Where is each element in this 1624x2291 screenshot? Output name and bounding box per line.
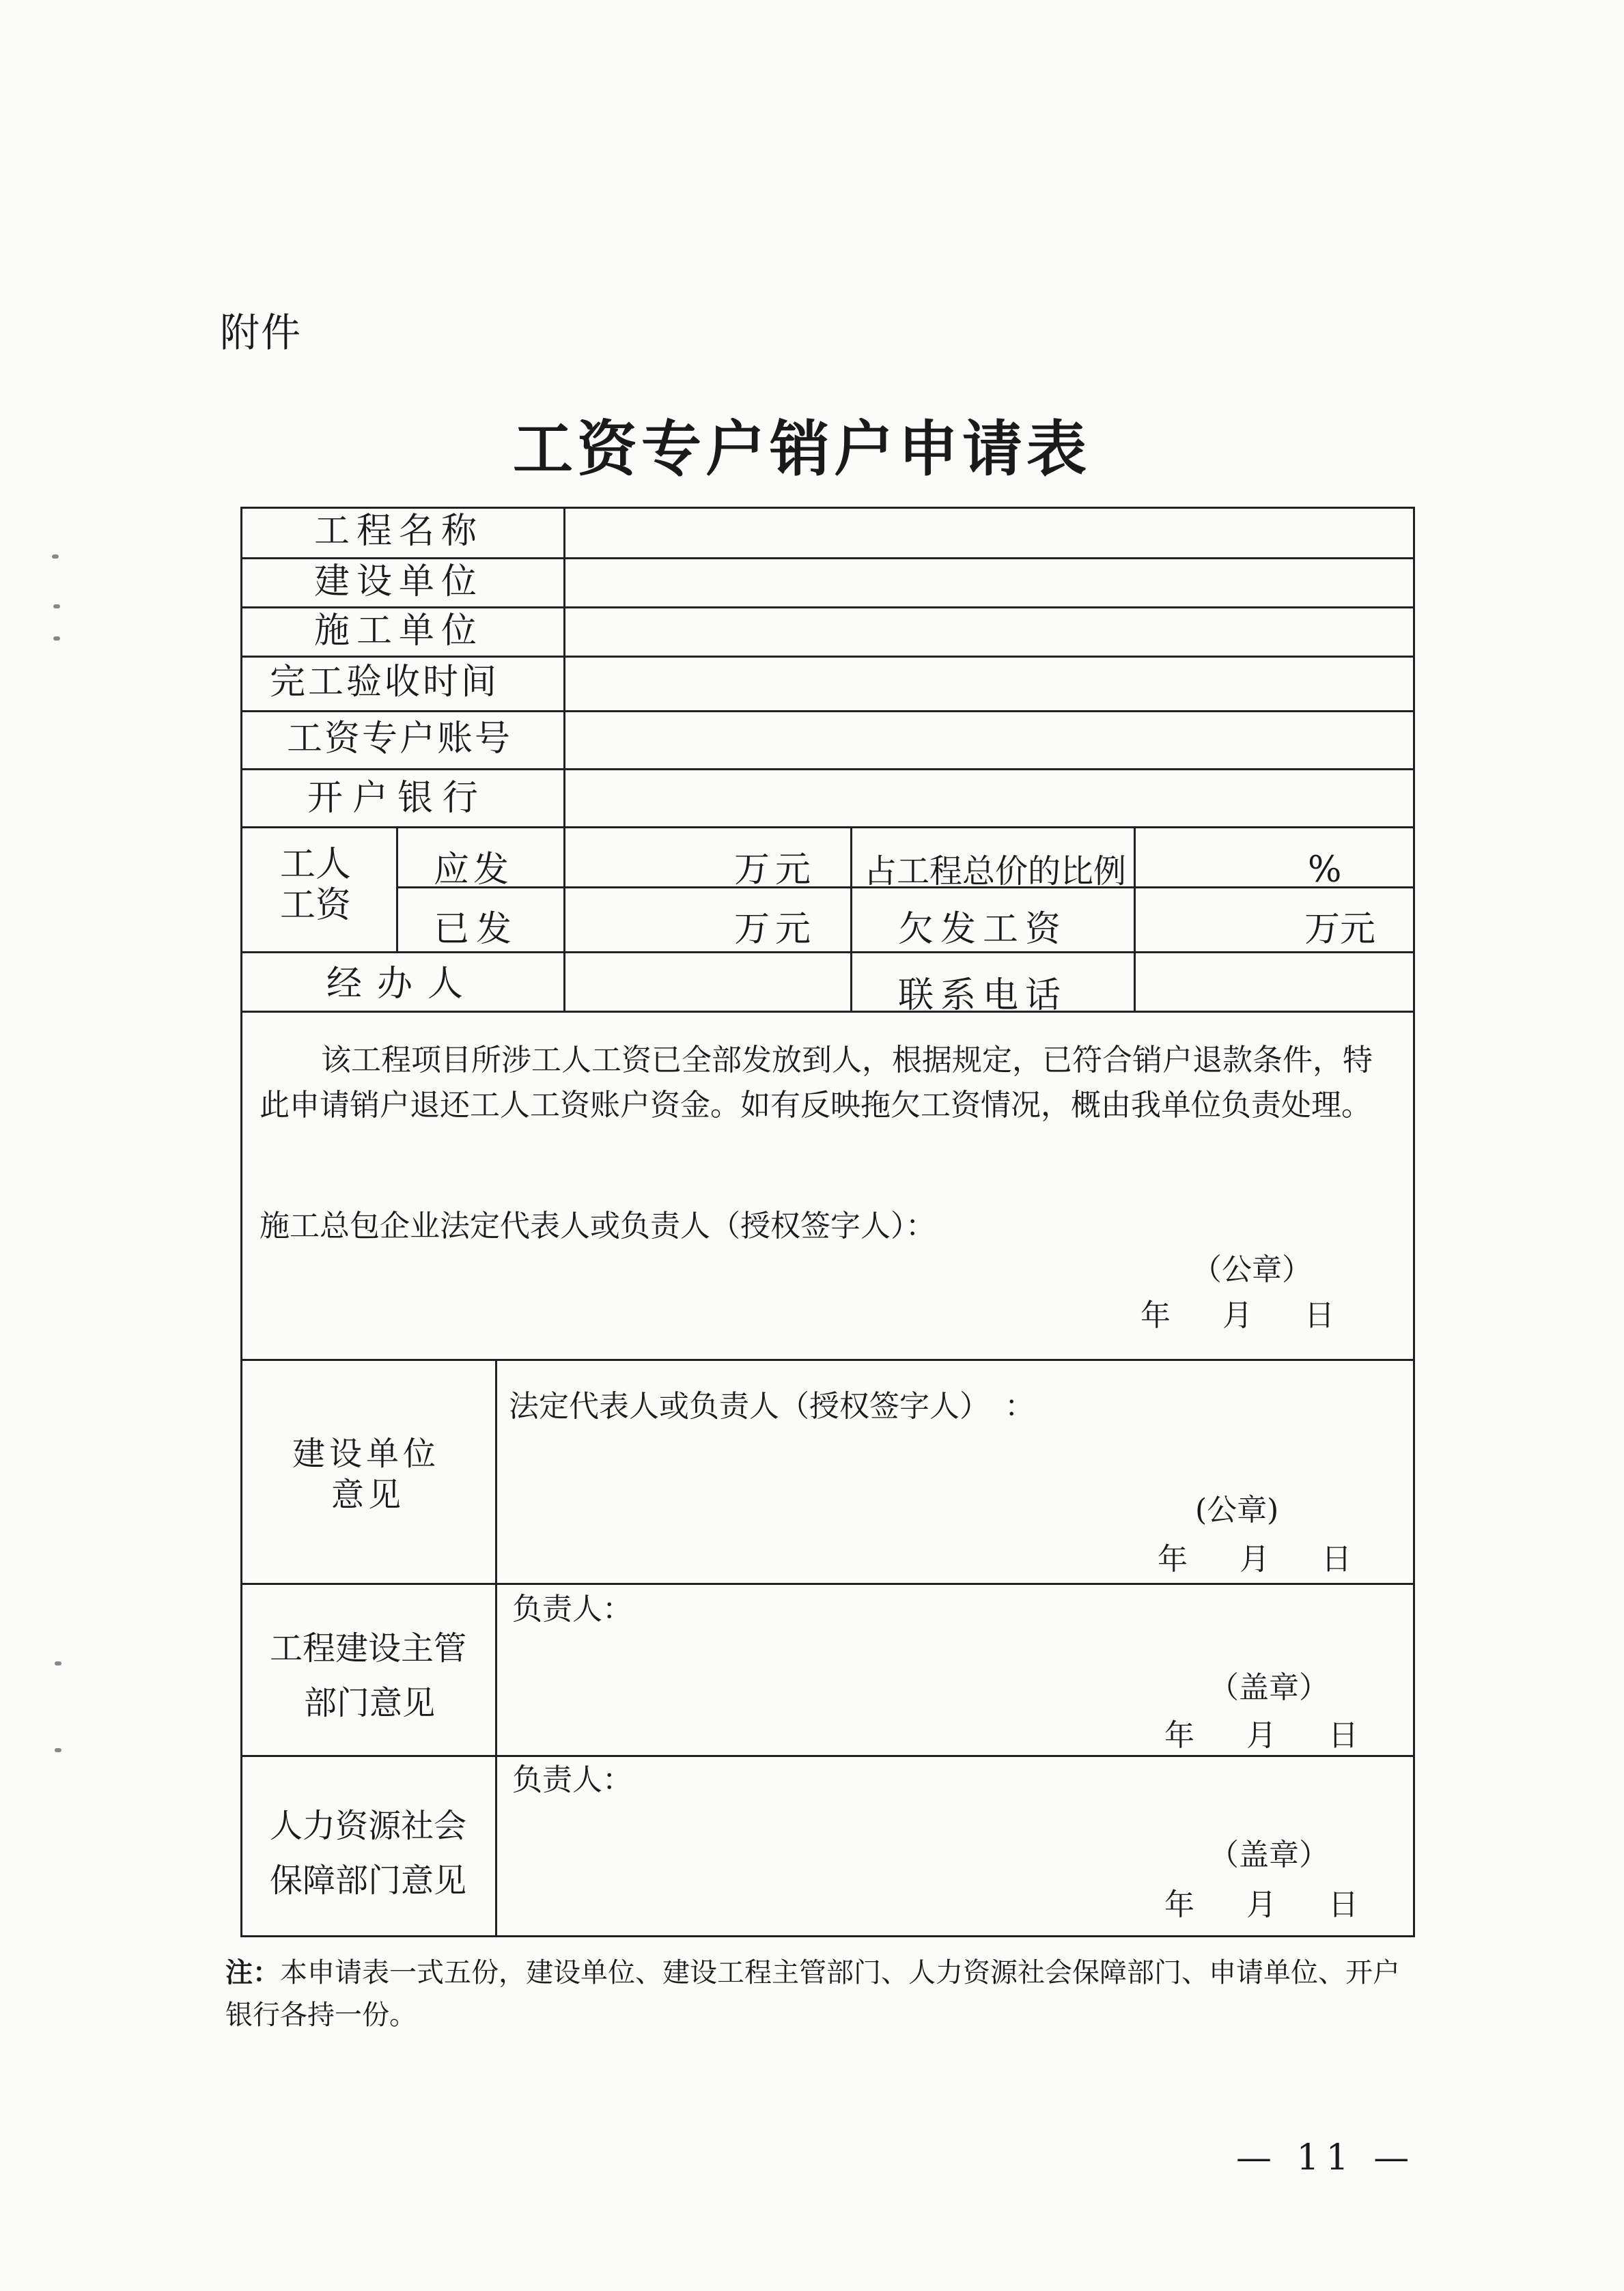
declaration-text: 该工程项目所涉工人工资已全部发放到人，根据规定，已符合销户退款条件，特此申请销户退还工人工资账户资金。如有反映拖欠工资情况，概由我单位负责处理。 — [260, 1043, 1373, 1123]
row-divider — [240, 557, 1415, 559]
declaration-signer: 施工总包企业法定代表人或负责人（授权签字人）： — [260, 1209, 936, 1243]
label-hr-opinion-line2: 保障部门意见 — [270, 1861, 467, 1900]
arrears-unit: 万元 — [1304, 909, 1376, 950]
column-divider — [563, 507, 565, 826]
footnote-prefix: 注： — [225, 1956, 280, 1988]
scan-speck — [55, 1661, 61, 1665]
scan-speck — [55, 1748, 61, 1752]
footnote-text: 本申请表一式五份，建设单位、建设工程主管部门、人力资源社会保障部门、申请单位、开户银行各持一份。 — [225, 1957, 1400, 2031]
label-wage-account-no: 工资专户账号 — [287, 718, 513, 759]
row-divider — [240, 656, 1415, 658]
authority-seal: （盖章） — [1209, 1670, 1329, 1705]
scan-speck — [53, 636, 60, 641]
row-divider — [240, 1011, 1415, 1013]
scan-speck — [53, 604, 60, 608]
scan-speck — [52, 554, 59, 559]
paid-unit: 万元 — [734, 909, 817, 950]
label-handler: 经办人 — [326, 964, 479, 1004]
label-builder-opinion-line1: 建设单位 — [292, 1435, 440, 1473]
label-builder-opinion-line2: 意见 — [331, 1476, 406, 1514]
row-divider — [240, 826, 1415, 828]
footnote — [225, 1952, 1407, 2036]
row-divider — [240, 1583, 1415, 1585]
label-project-name: 工程名称 — [314, 511, 484, 552]
column-divider — [850, 826, 852, 1011]
row-divider — [240, 1755, 1415, 1757]
column-divider — [495, 1359, 497, 1937]
column-divider — [563, 826, 565, 1011]
authority-date: 年 月 日 — [1164, 1718, 1362, 1753]
column-divider — [396, 826, 398, 951]
label-contact-phone: 联系电话 — [898, 975, 1068, 1016]
hr-seal: （盖章） — [1209, 1838, 1329, 1872]
row-divider — [240, 768, 1415, 770]
payable-unit: 万元 — [734, 849, 817, 890]
builder-seal: (公章) — [1195, 1493, 1279, 1528]
hr-signer: 负责人： — [512, 1762, 632, 1797]
row-divider — [240, 606, 1415, 608]
label-wages-line1: 工人 — [280, 844, 352, 885]
label-hr-opinion-line1: 人力资源社会 — [270, 1807, 467, 1845]
builder-signer: 法定代表人或负责人（授权签字人） ： — [509, 1389, 1035, 1424]
column-divider — [1134, 826, 1136, 1011]
authority-signer: 负责人： — [512, 1592, 632, 1627]
row-divider — [240, 1359, 1415, 1361]
page-number: — 11 — — [1236, 2137, 1416, 2178]
label-cost-ratio: 占工程总价的比例 — [864, 852, 1127, 890]
page-title: 工资专户销户申请表 — [512, 413, 1091, 484]
attachment-label: 附件 — [220, 309, 303, 356]
row-divider — [240, 951, 1415, 953]
percent-sign: % — [1308, 849, 1342, 890]
label-authority-opinion-line2: 部门意见 — [304, 1684, 436, 1722]
label-authority-opinion-line1: 工程建设主管 — [270, 1629, 467, 1668]
declaration-seal: （公章） — [1192, 1252, 1312, 1287]
label-arrears: 欠发工资 — [898, 909, 1068, 950]
label-contractor: 施工单位 — [314, 610, 484, 651]
builder-date: 年 月 日 — [1158, 1542, 1356, 1577]
label-bank: 开户银行 — [307, 778, 488, 819]
row-divider — [240, 710, 1415, 712]
label-payable: 应发 — [434, 849, 514, 890]
label-completion-time: 完工验收时间 — [270, 662, 500, 703]
declaration-date: 年 月 日 — [1140, 1298, 1339, 1333]
hr-date: 年 月 日 — [1164, 1887, 1362, 1922]
label-wages-line2: 工资 — [280, 885, 352, 926]
label-construction-unit: 建设单位 — [314, 561, 484, 602]
label-paid: 已发 — [434, 909, 519, 950]
